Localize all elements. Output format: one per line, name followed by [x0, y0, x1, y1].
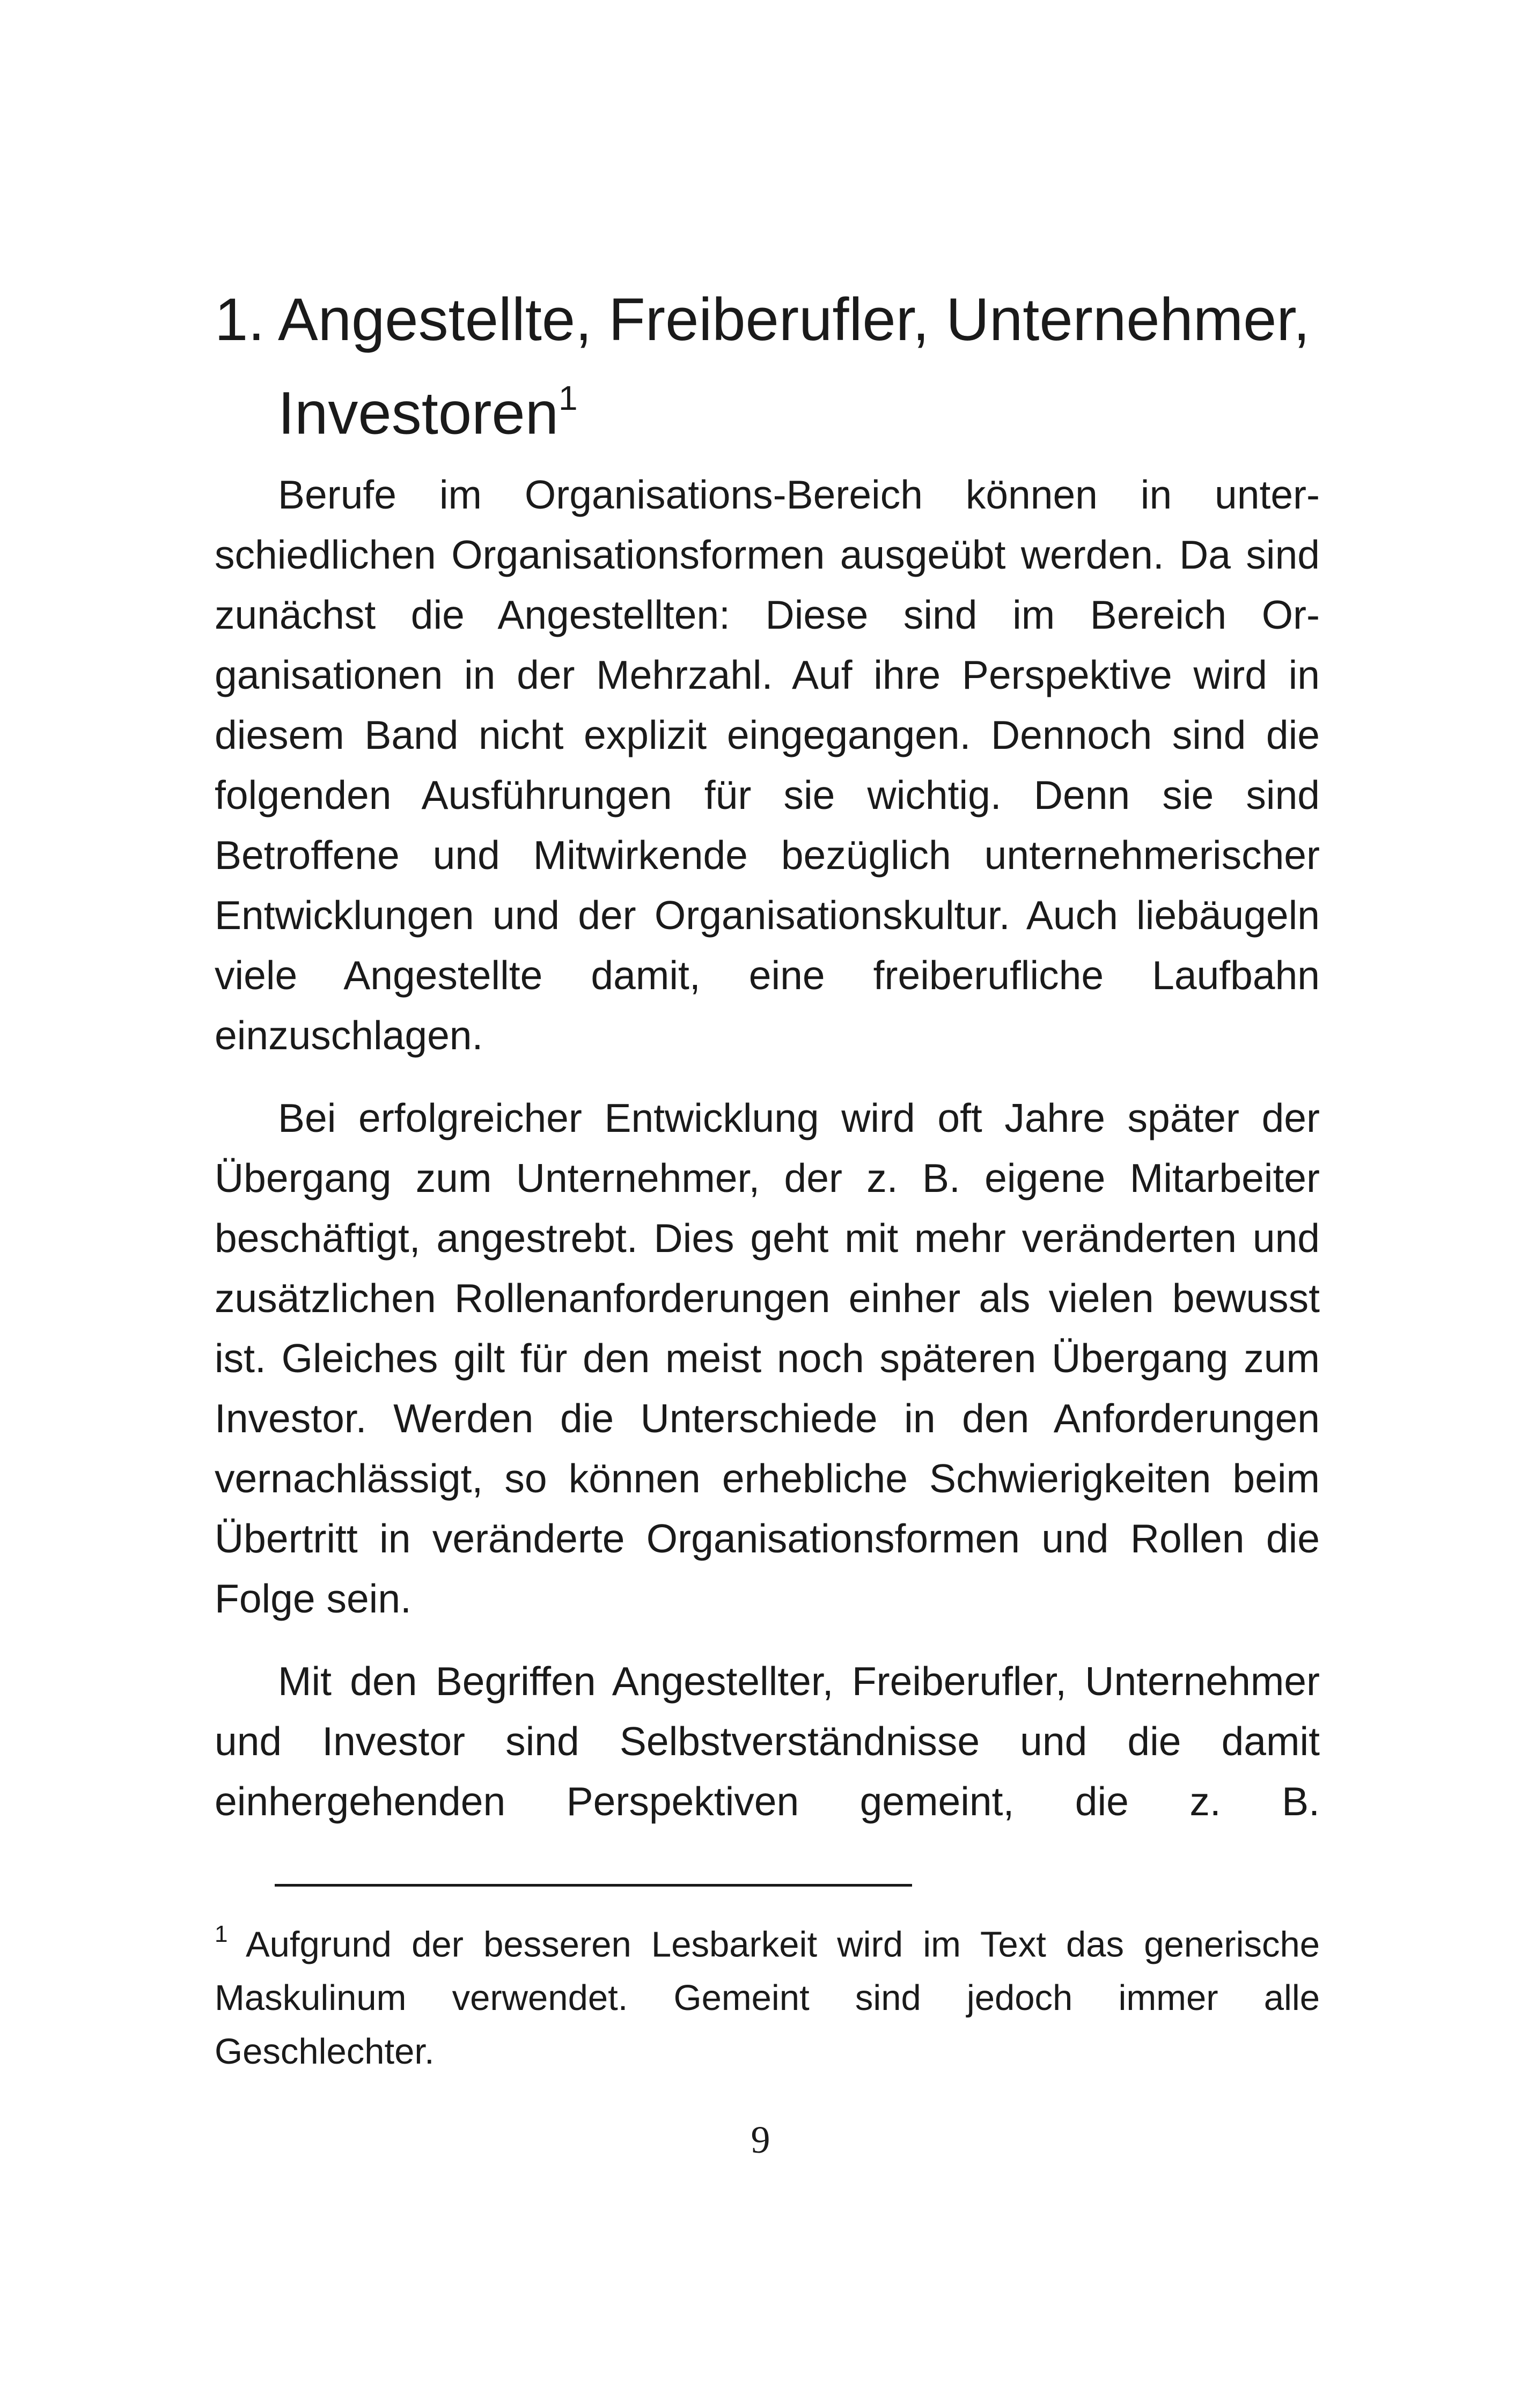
page-body — [215, 279, 1320, 1854]
footnote-reference: 1 — [558, 379, 578, 417]
footnote — [215, 1910, 1320, 2079]
chapter-title: Angestellte, Freiberufler, Unternehmer, Investoren — [278, 286, 1310, 447]
paragraph-1: Berufe im Organisations-Bereich können in unterschiedlichen Organisationsformen ausgeübt werden. Da sind zunächst die Angestellten: Diese sind im Bereich Organisationen in der Mehrzahl. Auf ihre Perspektive wird in diesem Band nicht explizit eingegangen. Dennoch sind die folgenden Ausführungen für sie wichtig. Denn sie sind Betroffene und Mitwirkende bezüglich unternehmerischer Entwicklungen und der Organisationskultur. Auch liebäugeln viele Angestellte damit, eine freiberufliche Laufbahn einzuschlagen. — [215, 472, 1320, 1058]
chapter-heading — [215, 279, 1320, 454]
page-number: 9 — [751, 2118, 770, 2161]
footnote-marker: 1 — [215, 1921, 228, 1947]
footnote-separator — [275, 1884, 912, 1887]
chapter-number: 1. — [215, 286, 265, 353]
footnote-text: Aufgrund der besseren Lesbarkeit wird im Text das generische Maskulinum verwendet. Gemeint sind jedoch immer alle Geschlechter. — [215, 1924, 1320, 2072]
paragraph-3: Mit den Begriffen Angestellter, Freiberufler, Unternehmer und Investor sind Selbstverständnisse und die damit einhergehenden Perspektiven gemeint, die z. B. — [215, 1659, 1320, 1824]
paragraph-2: Bei erfolgreicher Entwicklung wird oft Jahre später der Übergang zum Unternehmer, der z. B. eigene Mitarbeiter beschäftigt, angestrebt. Dies geht mit mehr veränderten und zusätzlichen Rollenanforderungen einher als vielen bewusst ist. Gleiches gilt für den meist noch späteren Übergang zum Investor. Werden die Unterschiede in den Anforderungen vernachlässigt, so können erhebliche Schwierigkeiten beim Übertritt in veränderte Organisationsformen und Rollen die Folge sein. — [215, 1095, 1320, 1622]
